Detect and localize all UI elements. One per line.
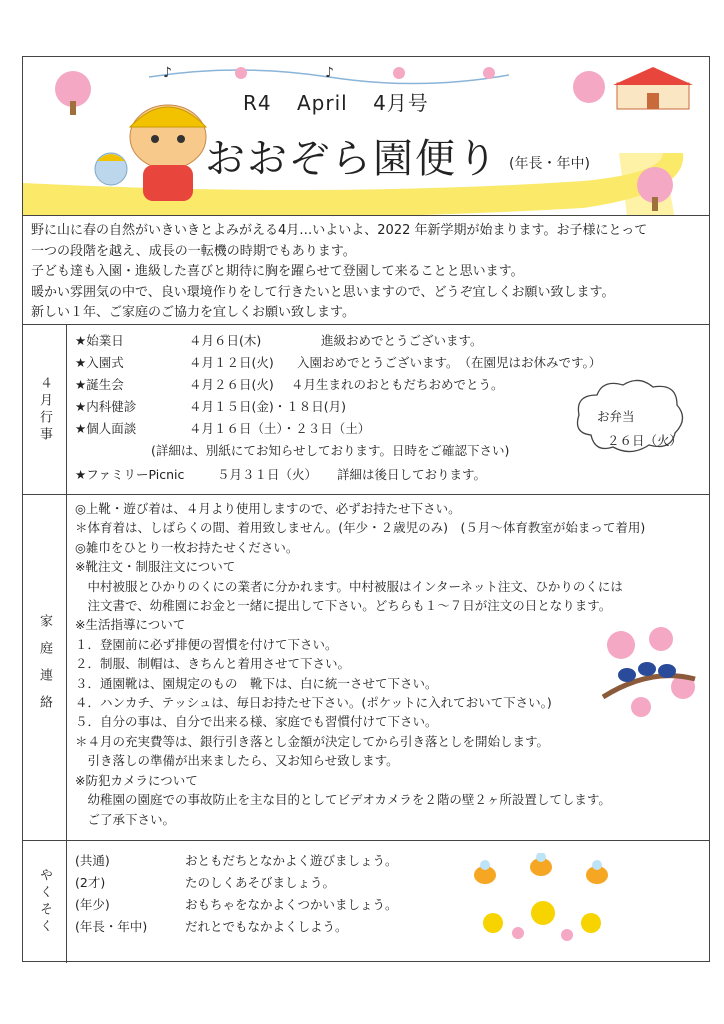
home-line: ２．制服、制帽は、きちんと着用させて下さい。 — [75, 656, 351, 672]
cherry-tree-icon — [43, 67, 103, 117]
home-line: ＊体育着は、しばらくの間、着用致しません。(年少・２歳児のみ) (５月～体育教室が始まって着用) — [75, 520, 646, 536]
promise-group: (2才) — [75, 875, 106, 890]
birds-on-branch-icon — [601, 627, 697, 719]
issue-line — [243, 87, 447, 116]
home-line: ※靴注文・制服注文について — [75, 559, 236, 575]
event-date: ５月３１日（火） — [217, 467, 318, 482]
bees-and-flowers-icon — [463, 853, 623, 943]
promise-group: (年長・年中) — [75, 919, 148, 934]
svg-text:♪: ♪ — [163, 65, 172, 81]
event-note: 入園おめでとうございます。 （在園児はお休みです。） — [297, 355, 602, 370]
home-line: 幼稚園の園庭での事故防止を主な目的としてビデオカメラを２階の壁２ヶ所設置してします。 — [75, 792, 611, 808]
event-note: (詳細は、別紙にてお知らせしております。日時をご確認下さい) — [151, 443, 510, 458]
promise-text: おともだちとなかよく遊びましょう。 — [185, 853, 398, 868]
home-line: ご了承下さい。 — [75, 811, 176, 827]
home-line: ４．ハンカチ、テッシュは、毎日お持たせ下さい。(ポケットに入れておいて下さい。) — [75, 695, 552, 711]
home-line: ３．通園靴は、園規定のもの 靴下は、白に統一させて下さい。 — [75, 675, 438, 691]
intro-line: 一つの段階を越え、成長の一転機の時期でもあります。 — [31, 243, 356, 259]
music-notes-decoration-icon — [149, 63, 509, 87]
issue-r: R4 — [243, 91, 272, 115]
event-name: ★入園式 — [75, 355, 124, 370]
event-name: ★個人面談 — [75, 421, 137, 436]
event-date: ４月１５日(金)・１８日(月) — [189, 399, 347, 414]
home-line: 中村被服とひかりのくにの業者に分かれます。中村被服はインターネット注文、ひかりのくには — [75, 578, 623, 594]
home-line: ５．自分の事は、自分で出来る様、家庭でも習慣付けて下さい。 — [75, 714, 438, 730]
event-name: ★始業日 — [75, 333, 124, 348]
promise-label: やくそく — [37, 868, 52, 936]
header — [23, 57, 709, 216]
event-date: ４月２６日(火) — [189, 377, 274, 392]
intro-line: 野に山に春の自然がいきいきとよみがえる4月…いよいよ、2022 年新学期が始まります。お子様にとって — [31, 223, 648, 238]
intro-line: 暖かい雰囲気の中で、良い環境作りをして行きたいと思いますので、どうぞ宜しくお願い致します。 — [31, 284, 615, 300]
newsletter-frame — [22, 56, 710, 962]
event-note: 詳細は後日しております。 — [337, 467, 487, 482]
issue-month-jp: 4月号 — [373, 91, 429, 115]
intro-line: 子ども達も入園・進級した喜びと期待に胸を躍らせて登園して来ることと思います。 — [31, 264, 524, 279]
home-line: １．登園前に必ず排便の習慣を付けて下さい。 — [75, 636, 338, 652]
event-date: ４月１２日(火) — [189, 355, 274, 370]
page-title: おおぞら園便り — [205, 136, 499, 182]
page-subtitle: (年長・年中) — [509, 156, 590, 172]
events-label-cell — [23, 325, 67, 494]
intro-paragraph — [23, 215, 709, 325]
promise-text: たのしくあそびましょう。 — [185, 875, 336, 890]
promise-section — [23, 841, 709, 963]
home-line: ◎上靴・遊び着は、４月より使用しますので、必ずお持たせ下さい。 — [75, 501, 461, 516]
home-line: 注文書で、幼稚園にお金と一緒に提出して下さい。どちらも１～７日が注文の日となります。 — [75, 598, 612, 614]
event-name: ★ファミリーPicnic — [75, 467, 185, 482]
event-name: ★内科健診 — [75, 399, 137, 414]
promise-group: (共通) — [75, 853, 110, 868]
promise-label-cell — [23, 841, 67, 963]
home-label-cell — [23, 495, 67, 840]
event-date: ４月６日(木) — [189, 333, 262, 348]
home-notice-section — [23, 495, 709, 841]
home-line: ◎雑巾をひとり一枚お持たせください。 — [75, 539, 299, 555]
event-note: 進級おめでとうございます。 — [321, 333, 483, 348]
promise-text: おもちゃをなかよくつかいましょう。 — [185, 897, 398, 912]
lunch-date: ２６日（火） — [607, 433, 683, 448]
lunch-label: お弁当 — [597, 409, 635, 424]
issue-month-en: April — [296, 91, 348, 115]
home-label: 家庭連絡 — [37, 613, 52, 722]
event-name: ★誕生会 — [75, 377, 124, 392]
home-line: ※生活指導について — [75, 617, 186, 633]
event-note: ４月生まれのおともだちおめでとう。 — [291, 377, 504, 392]
event-date: ４月１６日（土）・２３日（土） — [189, 421, 371, 436]
promise-group: (年少) — [75, 897, 110, 912]
home-line: ※防犯カメラについて — [75, 772, 198, 788]
svg-text:♪: ♪ — [325, 65, 334, 81]
home-line: ＊４月の充実費等は、銀行引き落とし金額が決定してから引き落としを開始します。 — [75, 733, 550, 749]
promise-text: だれとでもなかよくしよう。 — [185, 919, 348, 934]
events-label: ４月行事 — [37, 375, 52, 444]
home-line: 引き落しの準備が出来ましたら、又お知らせ致します。 — [75, 753, 399, 769]
intro-line: 新しい１年、ご家庭のご協力を宜しくお願い致します。 — [31, 305, 355, 320]
school-building-icon — [569, 65, 709, 115]
flower-tree-icon — [625, 165, 685, 211]
